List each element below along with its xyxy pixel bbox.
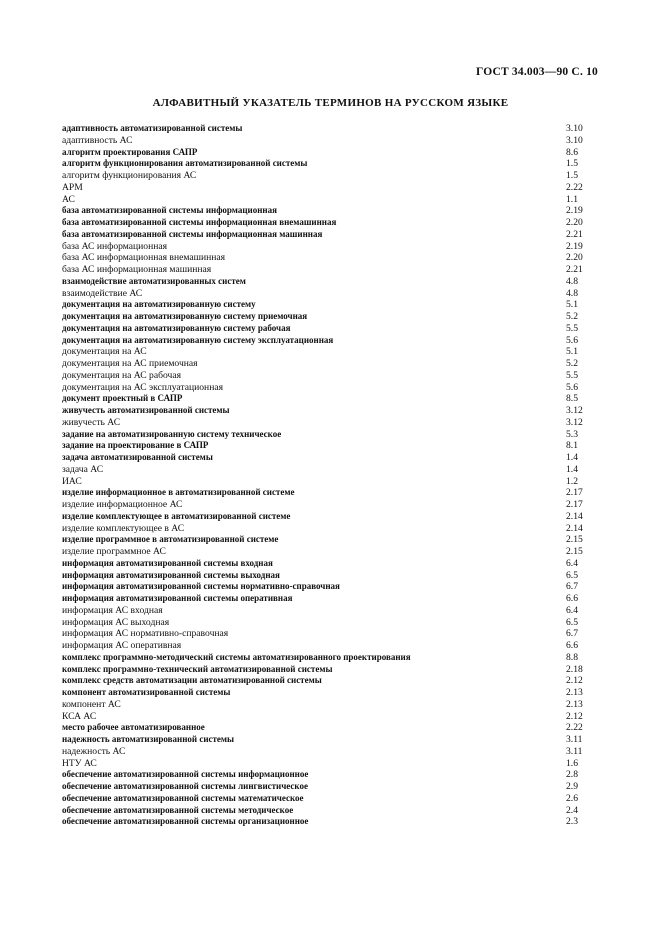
index-entry bbox=[62, 440, 602, 452]
index-entry bbox=[62, 640, 602, 652]
index-ref: 1.2 bbox=[566, 475, 578, 487]
index-term: изделие комплектующее в автоматизированной системе bbox=[62, 510, 291, 521]
index-ref: 2.22 bbox=[566, 722, 583, 734]
index-ref: 5.1 bbox=[566, 346, 578, 358]
index-term: база АС информационная внемашинная bbox=[62, 252, 226, 264]
index-ref: 5.5 bbox=[566, 369, 578, 381]
index-term: взаимодействие АС bbox=[62, 287, 143, 299]
index-ref: 2.3 bbox=[566, 816, 578, 828]
index-ref: 2.13 bbox=[566, 687, 583, 698]
index-entry bbox=[62, 323, 602, 335]
index-ref: 1.1 bbox=[566, 193, 578, 205]
index-entry bbox=[62, 487, 602, 499]
index-ref: 2.22 bbox=[566, 181, 583, 193]
index-ref: 2.21 bbox=[566, 228, 583, 240]
index-ref: 5.1 bbox=[566, 299, 578, 311]
index-term: документация на автоматизированную систему приемочная bbox=[62, 311, 308, 321]
index-ref: 4.8 bbox=[566, 275, 578, 287]
index-term: задача АС bbox=[62, 463, 104, 475]
index-term: документация на автоматизированную систему эксплуатационная bbox=[62, 334, 334, 345]
index-term: база АС информационная машинная bbox=[62, 264, 212, 275]
index-term: комплекс программно-технический автоматизированной системы bbox=[62, 663, 333, 674]
index-ref: 2.20 bbox=[566, 217, 583, 228]
index-term: документация на АС bbox=[62, 346, 147, 358]
index-term: документация на АС приемочная bbox=[62, 358, 198, 369]
index-ref: 2.15 bbox=[566, 534, 583, 546]
index-term: АРМ bbox=[62, 181, 83, 193]
index-term: комплекс программно-методический системы автоматизированного проектирования bbox=[62, 651, 411, 662]
index-entry bbox=[62, 464, 602, 476]
index-ref: 6.7 bbox=[566, 581, 578, 593]
index-entry bbox=[62, 628, 602, 640]
index-entry bbox=[62, 205, 602, 217]
index-ref: 8.5 bbox=[566, 393, 578, 405]
index-term: алгоритм функционирования автоматизированной системы bbox=[62, 158, 308, 169]
index-entry bbox=[62, 158, 602, 170]
index-entry bbox=[62, 299, 602, 311]
index-ref: 1.6 bbox=[566, 757, 578, 769]
index-ref: 8.8 bbox=[566, 651, 578, 663]
index-ref: 1.4 bbox=[566, 452, 578, 463]
index-term: компонент автоматизированной системы bbox=[62, 687, 231, 697]
index-entry bbox=[62, 687, 602, 699]
index-term: информация автоматизированной системы выходная bbox=[62, 569, 280, 580]
index-entry bbox=[62, 194, 602, 206]
index-title: АЛФАВИТНЫЙ УКАЗАТЕЛЬ ТЕРМИНОВ НА РУССКОМ ЯЗЫКЕ bbox=[152, 97, 509, 109]
index-ref: 6.4 bbox=[566, 604, 578, 616]
index-entry bbox=[62, 217, 602, 229]
index-entry bbox=[62, 135, 602, 147]
index-entry bbox=[62, 546, 602, 558]
index-ref: 6.7 bbox=[566, 628, 578, 640]
index-term: надежность автоматизированной системы bbox=[62, 734, 235, 744]
index-term: компонент АС bbox=[62, 698, 121, 710]
index-term: комплекс средств автоматизации автоматизированной системы bbox=[62, 675, 322, 686]
index-term: документ проектный в САПР bbox=[62, 393, 183, 404]
index-entry bbox=[62, 358, 602, 370]
index-entry bbox=[62, 511, 602, 523]
index-entry bbox=[62, 335, 602, 347]
index-ref: 5.5 bbox=[566, 322, 578, 334]
index-entry bbox=[62, 382, 602, 394]
index-entry bbox=[62, 675, 602, 687]
index-entry bbox=[62, 370, 602, 382]
index-entry bbox=[62, 170, 602, 182]
index-term: документация на АС эксплуатационная bbox=[62, 381, 223, 393]
index-entry bbox=[62, 734, 602, 746]
index-term: адаптивность автоматизированной системы bbox=[62, 123, 243, 133]
index-term: информация АС выходная bbox=[62, 616, 170, 628]
index-entry bbox=[62, 123, 602, 135]
index-entry bbox=[62, 417, 602, 429]
index-ref: 2.14 bbox=[566, 510, 583, 522]
page-header-doc-ref: ГОСТ 34.003—90 С. 10 bbox=[475, 66, 598, 78]
index-term: информация автоматизированной системы нормативно-справочная bbox=[62, 581, 340, 592]
index-term: база автоматизированной системы информационная машинная bbox=[62, 228, 323, 239]
index-ref: 8.6 bbox=[566, 146, 578, 158]
index-entry bbox=[62, 393, 602, 405]
index-ref: 4.8 bbox=[566, 287, 578, 299]
index-term: информация АС входная bbox=[62, 604, 163, 616]
index-ref: 8.1 bbox=[566, 440, 578, 452]
index-entry bbox=[62, 769, 602, 781]
index-ref: 5.2 bbox=[566, 311, 578, 322]
index-entry bbox=[62, 581, 602, 593]
index-term: обеспечение автоматизированной системы методическое bbox=[62, 804, 294, 815]
index-entry bbox=[62, 346, 602, 358]
index-ref: 5.2 bbox=[566, 358, 578, 369]
index-term: КСА АС bbox=[62, 710, 97, 722]
index-entry bbox=[62, 534, 602, 546]
index-term: алгоритм функционирования АС bbox=[62, 170, 197, 181]
index-term: адаптивность АС bbox=[62, 134, 133, 146]
index-ref: 2.9 bbox=[566, 781, 578, 792]
index-ref: 5.6 bbox=[566, 381, 578, 393]
index-ref: 6.5 bbox=[566, 616, 578, 628]
index-ref: 2.18 bbox=[566, 663, 583, 675]
index-ref: 2.15 bbox=[566, 546, 583, 557]
index-term: алгоритм проектирования САПР bbox=[62, 146, 198, 157]
index-term: живучесть АС bbox=[62, 416, 121, 428]
index-ref: 3.10 bbox=[566, 134, 583, 146]
index-entry bbox=[62, 229, 602, 241]
index-term: информация АС нормативно-справочная bbox=[62, 628, 229, 640]
index-entry bbox=[62, 746, 602, 758]
index-ref: 3.11 bbox=[566, 734, 583, 745]
index-entry bbox=[62, 429, 602, 441]
index-entry bbox=[62, 405, 602, 417]
index-entry bbox=[62, 276, 602, 288]
index-entry bbox=[62, 252, 602, 264]
index-ref: 2.4 bbox=[566, 804, 578, 816]
index-term: задача автоматизированной системы bbox=[62, 452, 213, 462]
index-term: документация на автоматизированную систему рабочая bbox=[62, 322, 291, 333]
index-term: база автоматизированной системы информационная bbox=[62, 205, 277, 216]
index-entry bbox=[62, 182, 602, 194]
index-entry bbox=[62, 722, 602, 734]
index-entry bbox=[62, 264, 602, 276]
index-ref: 2.19 bbox=[566, 240, 583, 252]
index-ref: 2.8 bbox=[566, 769, 578, 781]
index-entry bbox=[62, 311, 602, 323]
index-term: обеспечение автоматизированной системы лингвистическое bbox=[62, 781, 308, 791]
index-term: информация АС оперативная bbox=[62, 640, 182, 651]
index-term: НТУ АС bbox=[62, 757, 97, 769]
index-term: база АС информационная bbox=[62, 240, 168, 252]
index-entry bbox=[62, 805, 602, 817]
index-ref: 2.12 bbox=[566, 675, 583, 687]
index-term: обеспечение автоматизированной системы организационное bbox=[62, 816, 309, 827]
index-ref: 6.4 bbox=[566, 557, 578, 569]
index-entry bbox=[62, 523, 602, 535]
index-entry bbox=[62, 699, 602, 711]
index-entry bbox=[62, 711, 602, 723]
index-term: информация автоматизированной системы входная bbox=[62, 557, 273, 568]
index-term: база автоматизированной системы информационная внемашинная bbox=[62, 217, 337, 227]
index-entry bbox=[62, 570, 602, 582]
index-ref: 1.4 bbox=[566, 463, 578, 475]
index-entry bbox=[62, 558, 602, 570]
index-ref: 2.6 bbox=[566, 792, 578, 804]
index-term: изделие информационное АС bbox=[62, 499, 183, 510]
index-entry bbox=[62, 793, 602, 805]
index-ref: 5.6 bbox=[566, 334, 578, 346]
index-entry bbox=[62, 617, 602, 629]
index-ref: 2.17 bbox=[566, 487, 583, 499]
index-term: обеспечение автоматизированной системы информационное bbox=[62, 769, 309, 780]
index-ref: 2.19 bbox=[566, 205, 583, 217]
index-ref: 3.10 bbox=[566, 123, 583, 134]
index-entry bbox=[62, 452, 602, 464]
index-ref: 6.5 bbox=[566, 569, 578, 581]
index-term: обеспечение автоматизированной системы математическое bbox=[62, 792, 304, 803]
index-entry bbox=[62, 288, 602, 300]
index-ref: 2.20 bbox=[566, 252, 583, 264]
index-entry bbox=[62, 241, 602, 253]
index-term: изделие программное в автоматизированной системе bbox=[62, 534, 279, 545]
index-entry bbox=[62, 499, 602, 511]
index-term: ИАС bbox=[62, 475, 82, 487]
index-entry bbox=[62, 664, 602, 676]
index-ref: 1.5 bbox=[566, 170, 578, 181]
index-term: изделие информационное в автоматизированной системе bbox=[62, 487, 295, 498]
index-entry bbox=[62, 605, 602, 617]
index-ref: 6.6 bbox=[566, 593, 578, 604]
index-term: документация на АС рабочая bbox=[62, 369, 182, 381]
index-ref: 3.12 bbox=[566, 416, 583, 428]
index-ref: 5.3 bbox=[566, 428, 578, 440]
index-term: задание на проектирование в САПР bbox=[62, 440, 209, 451]
index-entry bbox=[62, 476, 602, 488]
index-entry bbox=[62, 781, 602, 793]
index-term: задание на автоматизированную систему техническое bbox=[62, 428, 282, 439]
index-entry bbox=[62, 147, 602, 159]
index-ref: 2.12 bbox=[566, 710, 583, 722]
term-index-list bbox=[62, 123, 602, 828]
index-ref: 3.12 bbox=[566, 405, 583, 416]
index-ref: 2.14 bbox=[566, 522, 583, 534]
index-term: изделие программное АС bbox=[62, 546, 166, 557]
index-term: информация автоматизированной системы оперативная bbox=[62, 593, 293, 603]
index-entry bbox=[62, 593, 602, 605]
index-ref: 2.17 bbox=[566, 499, 583, 510]
index-ref: 1.5 bbox=[566, 158, 578, 170]
index-entry bbox=[62, 652, 602, 664]
index-ref: 2.21 bbox=[566, 264, 583, 275]
index-term: место рабочее автоматизированное bbox=[62, 722, 205, 733]
index-term: изделие комплектующее в АС bbox=[62, 522, 185, 534]
index-ref: 3.11 bbox=[566, 745, 583, 757]
index-entry bbox=[62, 758, 602, 770]
index-ref: 6.6 bbox=[566, 640, 578, 651]
index-ref: 2.13 bbox=[566, 698, 583, 710]
index-term: надежность АС bbox=[62, 745, 126, 757]
index-entry bbox=[62, 816, 602, 828]
index-term: АС bbox=[62, 193, 75, 205]
index-term: живучесть автоматизированной системы bbox=[62, 405, 230, 415]
index-term: документация на автоматизированную систему bbox=[62, 299, 256, 310]
index-term: взаимодействие автоматизированных систем bbox=[62, 275, 246, 286]
